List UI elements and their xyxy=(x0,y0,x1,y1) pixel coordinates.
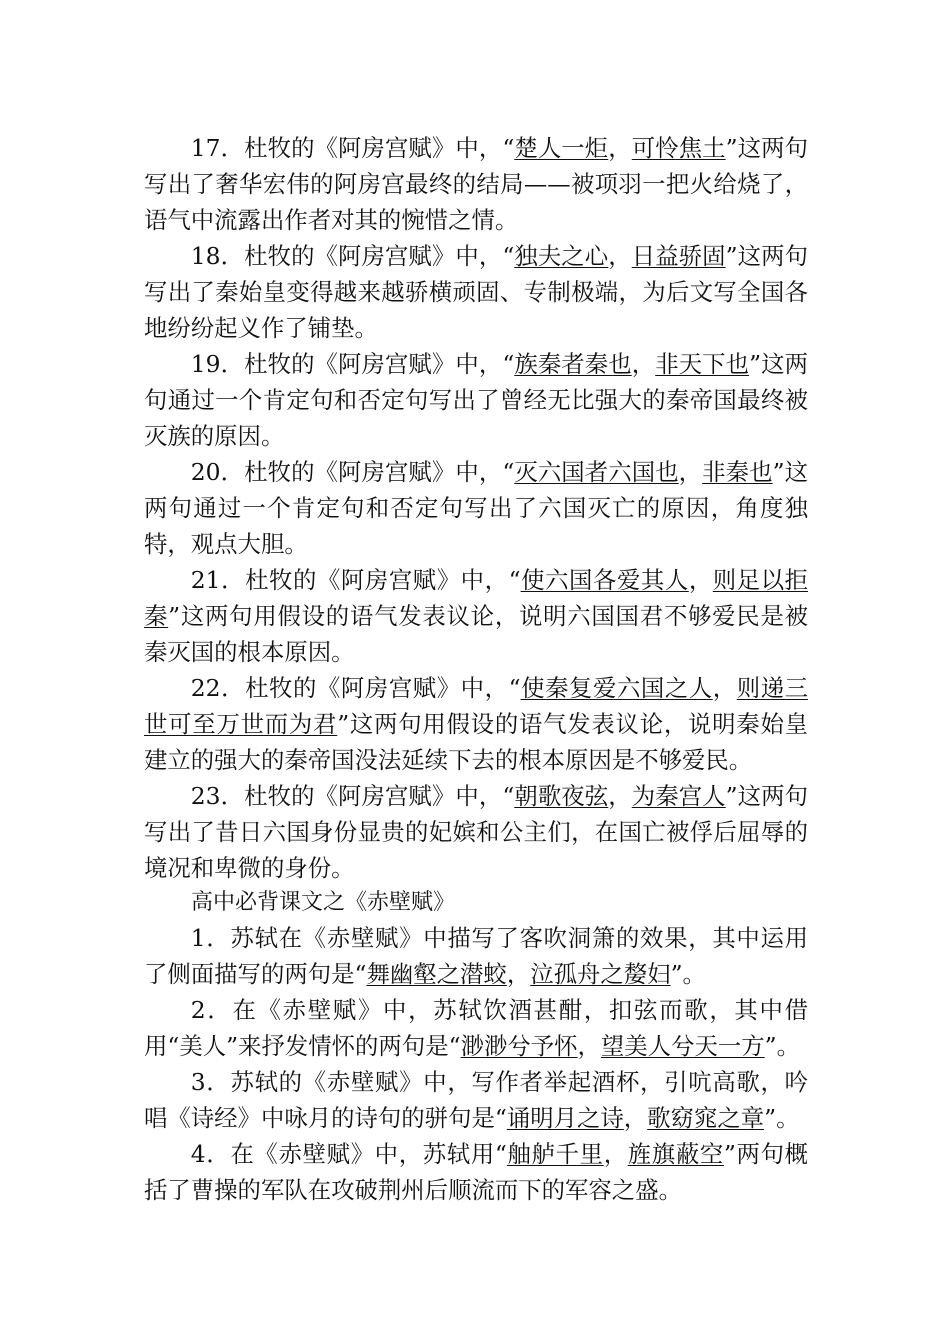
answer-line-1: 渺渺兮予怀 xyxy=(460,1032,578,1060)
answer-line-1: 独夫之心 xyxy=(514,242,609,270)
answer-separator: ， xyxy=(623,1104,648,1132)
question-number: 18． xyxy=(190,242,245,270)
answer-separator: ， xyxy=(608,242,632,270)
answer-line-2: 为秦宫人 xyxy=(631,782,726,810)
question-stem: 杜牧的《阿房宫赋》中，“ xyxy=(245,566,521,594)
question-21 xyxy=(144,562,808,670)
answer-line-1: 族秦者秦也 xyxy=(514,350,632,378)
answer-line-1: 楚人一炬 xyxy=(514,134,609,162)
answer-line-2: 非天下也 xyxy=(655,350,750,378)
answer-line-1: 舞幽壑之潜蛟 xyxy=(366,960,507,988)
question-23 xyxy=(144,778,808,886)
question-explanation: ”这两句写出了昔日六国身份显贵的妃嫔和公主们，在国亡被俘后屈辱的境况和卑微的身份。 xyxy=(144,782,809,882)
answer-separator: ， xyxy=(608,782,632,810)
question-stem: 杜牧的《阿房宫赋》中，“ xyxy=(244,242,515,270)
question-number: 1． xyxy=(190,924,231,952)
question-stem: 杜牧的《阿房宫赋》中，“ xyxy=(244,134,515,162)
answer-line-1: 使六国各爱其人 xyxy=(520,566,689,594)
question-explanation: ”。 xyxy=(764,1104,800,1132)
answer-line-2: 泣孤舟之嫠妇 xyxy=(530,960,671,988)
question-stem: 杜牧的《阿房宫赋》中，“ xyxy=(244,350,515,378)
question-chibi-2 xyxy=(144,992,808,1064)
question-number: 21． xyxy=(190,566,246,594)
answer-separator: ， xyxy=(688,566,713,594)
answer-line-1: 灭六国者六国也 xyxy=(514,458,679,486)
answer-line-2: 则足以拒秦 xyxy=(144,566,809,630)
answer-line-2: 则递三世可至万世而为君 xyxy=(144,674,809,738)
answer-separator: ， xyxy=(631,350,656,378)
question-explanation: ”这两句写出了秦始皇变得越来越骄横顽固、专制极端，为后文写全国各地纷纷起义作了铺垫。 xyxy=(144,242,809,342)
answer-separator: ， xyxy=(608,134,632,162)
answer-line-2: 旌旗蔽空 xyxy=(627,1140,724,1168)
question-explanation: ”。 xyxy=(670,960,706,988)
question-stem: 杜牧的《阿房宫赋》中，“ xyxy=(244,782,515,810)
question-stem: 杜牧的《阿房宫赋》中，“ xyxy=(244,458,515,486)
question-stem: 在《赤壁赋》中，苏轼饮酒甚酣，扣弦而歌，其中借用“美人”来抒发情怀的两句是“ xyxy=(144,996,808,1060)
answer-line-2: 歌窈窕之章 xyxy=(647,1104,765,1132)
question-explanation: ”这两句写出了奢华宏伟的阿房宫最终的结局——被项羽一把火给烧了，语气中流露出作者对其的惋惜之情。 xyxy=(144,134,809,234)
question-chibi-3 xyxy=(144,1064,808,1136)
question-18 xyxy=(144,238,808,346)
answer-separator: ， xyxy=(506,960,531,988)
question-chibi-4 xyxy=(144,1136,808,1208)
answer-line-2: 望美人兮天一方 xyxy=(600,1032,765,1060)
question-number: 3． xyxy=(190,1068,231,1096)
answer-separator: ， xyxy=(678,458,703,486)
question-number: 17． xyxy=(190,134,245,162)
question-explanation: ”这两句通过一个肯定句和否定句写出了曾经无比强大的秦帝国最终被灭族的原因。 xyxy=(144,350,809,450)
answer-separator: ， xyxy=(603,1140,628,1168)
question-explanation: ”这两句通过一个肯定句和否定句写出了六国灭亡的原因，角度独特，观点大胆。 xyxy=(144,458,809,558)
answer-line-1: 舳舻千里 xyxy=(506,1140,604,1168)
question-stem: 苏轼在《赤壁赋》中描写了客吹洞箫的效果，其中运用了侧面描写的两句是“ xyxy=(144,924,809,988)
question-22 xyxy=(144,670,808,778)
answer-line-2: 非秦也 xyxy=(702,458,773,486)
question-stem: 杜牧的《阿房宫赋》中，“ xyxy=(245,674,521,702)
document-page xyxy=(144,130,808,1208)
question-stem: 苏轼的《赤壁赋》中，写作者举起酒杯，引吭高歌，吟唱《诗经》中咏月的诗句的骈句是“ xyxy=(144,1068,809,1132)
answer-line-2: 日益骄固 xyxy=(631,242,726,270)
question-19 xyxy=(144,346,808,454)
question-number: 2． xyxy=(190,996,233,1024)
question-chibi-1 xyxy=(144,920,808,992)
answer-line-2: 可怜焦土 xyxy=(631,134,726,162)
answer-line-1: 诵明月之诗 xyxy=(506,1104,624,1132)
question-number: 19． xyxy=(190,350,245,378)
answer-separator: ， xyxy=(712,674,737,702)
question-explanation: ”这两句用假设的语气发表议论，说明六国国君不够爱民是被秦灭国的根本原因。 xyxy=(144,602,808,666)
question-number: 4． xyxy=(190,1140,231,1168)
question-stem: 在《赤壁赋》中，苏轼用“ xyxy=(230,1140,507,1168)
question-number: 20． xyxy=(190,458,245,486)
question-explanation: ”。 xyxy=(764,1032,800,1060)
answer-line-1: 朝歌夜弦 xyxy=(514,782,609,810)
question-number: 22． xyxy=(190,674,246,702)
section-heading: 高中必背课文之《赤壁赋》 xyxy=(191,890,456,915)
question-explanation: ”两句概括了曹操的军队在攻破荆州后顺流而下的军容之盛。 xyxy=(144,1140,809,1204)
question-17 xyxy=(144,130,808,238)
question-explanation: ”这两句用假设的语气发表议论，说明秦始皇建立的强大的秦帝国没法延续下去的根本原因是不够爱民。 xyxy=(144,710,808,774)
answer-separator: ， xyxy=(577,1032,601,1060)
answer-line-1: 使秦复爱六国之人 xyxy=(520,674,713,702)
question-number: 23． xyxy=(190,782,245,810)
question-20 xyxy=(144,454,808,562)
